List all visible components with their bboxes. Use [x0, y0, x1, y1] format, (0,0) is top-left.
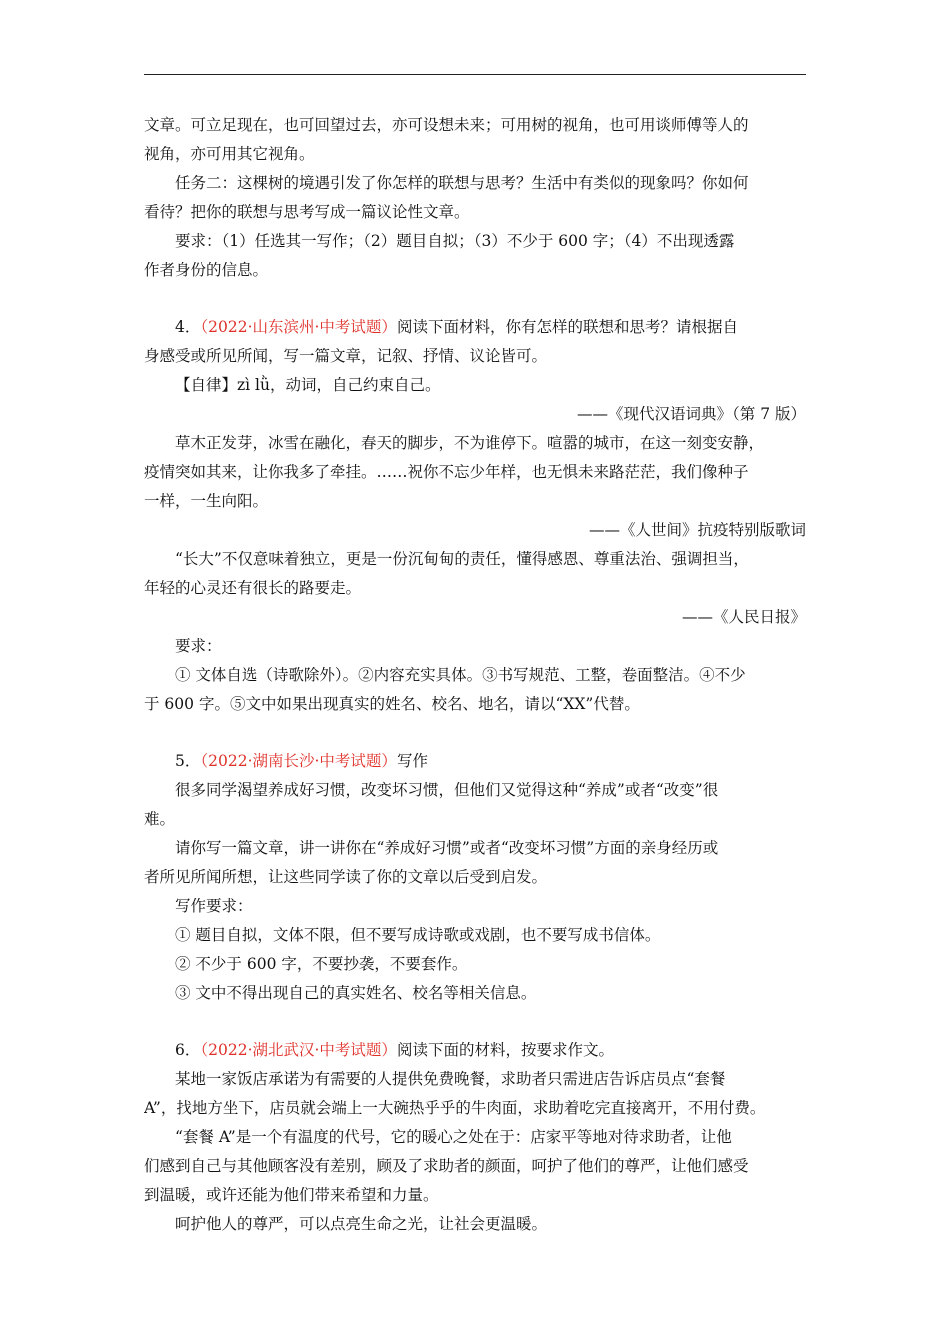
paragraph-line: 某地一家饭店承诺为有需要的人提供免费晚餐，求助者只需进店告诉店员点“套餐 — [175, 1070, 726, 1088]
paragraph-line: 呵护他人的尊严，可以点亮生命之光，让社会更温暖。 — [175, 1215, 548, 1233]
paragraph-line: A”，找地方坐下，店员就会端上一大碗热乎乎的牛肉面，求助着吃完直接离开，不用付费。 — [144, 1099, 766, 1117]
document-body — [144, 111, 806, 1239]
paragraph-line: 到温暖，或许还能为他们带来希望和力量。 — [144, 1186, 439, 1204]
text-line: 文章。可立足现在，也可回望过去，亦可设想未来；可用树的视角，也可用谈师傅等人的 — [144, 116, 749, 134]
requirement-title: 要求： — [175, 637, 222, 655]
quote-attribution: ——《人世间》抗疫特别版歌词 — [588, 521, 806, 539]
header-rule — [144, 74, 806, 75]
quote-attribution: ——《人民日报》 — [681, 608, 806, 626]
question-source: （2022·湖南长沙·中考试题） — [200, 752, 397, 770]
question-prompt-line: 身感受或所见所闻，写一篇文章，记叙、抒情、议论皆可。 — [144, 347, 548, 365]
paragraph-line: “套餐 A”是一个有温度的代号，它的暖心之处在于：店家平等地对待求助者，让他 — [175, 1128, 732, 1146]
quote-line: 【自律】zì lǜ，动词，自己约束自己。 — [175, 376, 441, 394]
requirement-title: 写作要求： — [175, 897, 253, 915]
question-prompt: 写作 — [396, 752, 428, 770]
text-line: 视角，亦可用其它视角。 — [144, 145, 315, 163]
question-prompt: 阅读下面的材料，按要求作文。 — [396, 1041, 614, 1059]
paragraph-line: 很多同学渴望养成好习惯，改变坏习惯，但他们又觉得这种“养成”或者“改变”很 — [175, 781, 719, 799]
requirement-item: ③ 文中不得出现自己的真实姓名、校名等相关信息。 — [175, 984, 537, 1002]
task2-line: 任务二：这棵树的境遇引发了你怎样的联想与思考？生活中有类似的现象吗？你如何 — [175, 174, 749, 192]
requirement-item: ② 不少于 600 字，不要抄袭，不要套作。 — [175, 955, 468, 973]
quote-attribution: ——《现代汉语词典》（第 7 版） — [577, 405, 806, 423]
paragraph-line: 们感到自己与其他顾客没有差别，顾及了求助者的颜面，呵护了他们的尊严，让他们感受 — [144, 1157, 749, 1175]
question-number: 5． — [175, 752, 201, 770]
paragraph-line: 难。 — [144, 810, 176, 828]
quote-line: 疫情突如其来，让你我多了牵挂。……祝你不忘少年样，也无惧未来路茫茫，我们像种子 — [144, 463, 749, 481]
question-prompt: 阅读下面材料，你有怎样的联想和思考？请根据自 — [396, 318, 738, 336]
requirement-line: ① 文体自选（诗歌除外）。②内容充实具体。③书写规范、工整，卷面整洁。④不少 — [175, 666, 746, 684]
requirement-line: 于 600 字。⑤文中如果出现真实的姓名、校名、地名，请以“XX”代替。 — [144, 695, 640, 713]
requirement-line: 要求：（1）任选其一写作；（2）题目自拟；（3）不少于 600 字；（4）不出现透露 — [175, 232, 735, 250]
requirement-item: ① 题目自拟，文体不限，但不要写成诗歌或戏剧，也不要写成书信体。 — [175, 926, 661, 944]
quote-line: “长大”不仅意味着独立，更是一份沉甸甸的责任，懂得感恩、尊重法治、强调担当， — [175, 550, 749, 568]
requirement-line: 作者身份的信息。 — [144, 261, 269, 279]
paragraph-line: 者所见所闻所想，让这些同学读了你的文章以后受到启发。 — [144, 868, 548, 886]
question-5-heading — [144, 747, 806, 776]
question-source: （2022·湖北武汉·中考试题） — [200, 1041, 397, 1059]
quote-line: 一样，一生向阳。 — [144, 492, 269, 510]
quote-line: 年轻的心灵还有很长的路要走。 — [144, 579, 362, 597]
question-number: 4． — [175, 318, 201, 336]
quote-line: 草木正发芽，冰雪在融化，春天的脚步，不为谁停下。喧嚣的城市，在这一刻变安静， — [175, 434, 765, 452]
question-6-heading — [144, 1036, 806, 1065]
question-source: （2022·山东滨州·中考试题） — [200, 318, 397, 336]
task2-line: 看待？把你的联想与思考写成一篇议论性文章。 — [144, 203, 470, 221]
question-number: 6． — [175, 1041, 201, 1059]
paragraph-line: 请你写一篇文章，讲一讲你在“养成好习惯”或者“改变坏习惯”方面的亲身经历或 — [175, 839, 719, 857]
question-4-heading — [144, 313, 806, 342]
